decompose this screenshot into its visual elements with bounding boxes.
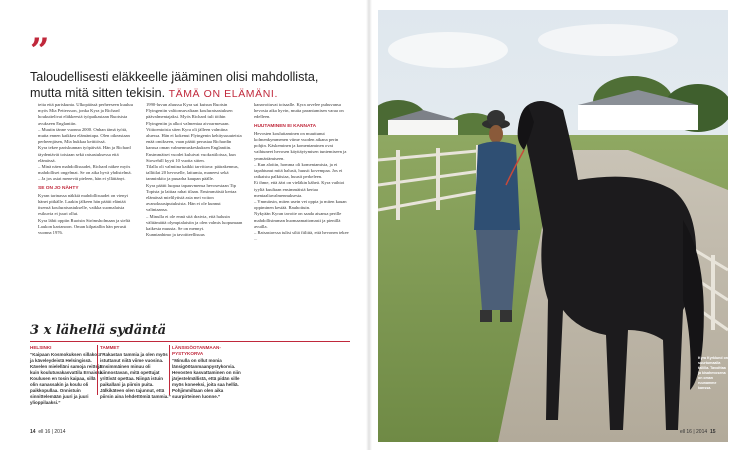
- box-item-text: “Kaipaan Kosmokuksen sillakota ja käveleydeistä Helsingissä. Kävelen mielelläni samoja reittejä kuin koulutuvakasvattila Ernaissa. Koulusen en tosin kaipaa, sillä olin sanassakin ja koulu oli paikkopullaa. Onnistuin sinnittelemään juuri ja juuri ylioppilaaksi.”: [30, 352, 104, 405]
- horse-photo-illustration: [378, 10, 728, 442]
- paragraph: Kyra päätti luopua tapauvmensa hevosestaan Tip Topista ja laittaa rahat tilaan. Ensimmäistä kertaa elämässä mielilytistä asia mei voiton avanokuusiputuksista. Hän ei ole kunnut valintaansa.: [146, 182, 237, 213]
- article-column-2: [146, 102, 243, 238]
- box-title-number: 3 x: [30, 323, 52, 338]
- box-item-text: “Rakastan tammia ja olen myös istuttanut niitä viime vuosina. Ensimmäinen minuu oli kiinnostavan, mitä opettujat yrittivät opettaa. Niinpä istuin paikallani ja piirsin puita. Jälkikäteen olen tajunnut, että piirsin aina lehdettömiä tammia.”: [100, 352, 171, 399]
- paragraph: kanavoituvat toisaalle. Kyra arvelee puhuvansa hevosia aika hyvin, mutta parantamisen varaa on edelleen.: [254, 102, 344, 120]
- paragraph: Kyra lähti oppiin Ruotsin Strömsholmaan ja sieltä Laukon kartanoon. Oman kilpatallin hän perusti vuonna 1976.: [38, 217, 131, 236]
- gutter-shadow: [366, 0, 372, 450]
- paragraph: 1990-luvun aluussa Kyra sai kutsun Ruotsin Flyingeniin valtionsuvaltaan kouluratsastuksen päävalmentajaksi. Myös Richard tuli töihin Flyingeniin ja alkoi valmentaa aivoarmesaan.: [146, 102, 233, 126]
- paragraph: Kunnianhimo ja tavoitteellisuus: [146, 232, 205, 238]
- paragraph: – Minä näen mahdollisuudet, Richard näkee myös mahdolliset ongelmat. Se on aika hyvä yhdistelmä.: [38, 164, 132, 176]
- article-column-3: [254, 102, 351, 242]
- subheading: HUUTAMINEN EI KANNATA: [254, 123, 317, 129]
- box-item-head: HELSINKI: [30, 345, 52, 350]
- box-title-text: lähellä sydäntä: [55, 323, 167, 338]
- box-item-text: “Minulla on ollut monia länsigöötanmaanpystykorvia. Hevosten kasvattaminen on niin järjestelmällistä, että pidän sille myös koneeksi, joita saa helliä. Pohjimmiltaan olen aika suurpirteinen luonne.”: [172, 358, 241, 399]
- paragraph: Kyran tarinassa näkkiä mahdollisuudet on vienyt hänet pitkälle. Laakin jälkeen hän päätti eläntää itsensä kouluratsastukselle, vaikka suomalaisia esikuvia ei juuri ollut.: [38, 192, 128, 217]
- box-divider: [30, 341, 350, 342]
- paragraph: – Kun aloitin, homma oli komentamista, ja ei tapahtunut mitä halusit, huusit kovempaa. Jos ei ratkaistu palkitsiaa, huusit perkeleen.: [254, 161, 343, 180]
- paragraph: Kyra tekee pariskunnan työpäivää. Hän ja Richard täydentävät toisiaan sekä ratsastuksessa että elämässä.: [38, 145, 131, 163]
- pull-quote-accent: TÄMÄ ON ELÄMÄNI.: [168, 87, 278, 100]
- page-number: 15: [709, 429, 716, 435]
- paragraph: Hevosten kouluttaminen on muuttunut kolmenkymmenen viime vuoden aikana perin pohjin. Käskeminen ja komentaminen ovat vaihtuneet hevosen käyttäytymisen tuntemiseen ja ymmärtämiseen.: [254, 130, 347, 161]
- paragraph: – Muutin tänne vuonna 2000. Onhan tämä työtä, mutta ennen kaikkea elämäntapa. Olen oikeastaan perheenjäsen, Mia hukkaa keittiössä.: [38, 126, 130, 145]
- quote-mark: ”: [30, 31, 50, 71]
- paragraph: – Ymmärsin, miten usein vei oppia ja miten kauan oppiminen kestää. Rauhoituin.: [254, 199, 347, 211]
- article-column-1: [38, 102, 135, 236]
- photo-caption: Kyra Kyrklund on suurtumaalla tallilla. Tavoittaa ja kisahevosena on oman ruunamme kanssa.: [698, 356, 728, 390]
- pull-quote-text: Taloudellisesti eläkkeelle jääminen olisi mahdollista, mutta mitä sitten tekisin.: [30, 70, 319, 100]
- issue-label: ell 16 | 2014: [38, 429, 66, 435]
- paragraph: – Minulla ei ole ennä sitä draivia, että halusin välttämättä olympialaisiin ja olen valmis luopumaan kaikesta muusta. Se on mennyt.: [146, 213, 243, 232]
- box-item-head: TAMMET: [100, 345, 120, 350]
- folio-left: [30, 429, 66, 435]
- box-item-head: LÄNSIGÖOTANMAAN-PYSTYKORVA: [172, 345, 221, 356]
- box-item-helsinki: [30, 345, 104, 406]
- box-title: [30, 323, 166, 338]
- paragraph: – Ratsastavssa tulisi siltä fiiliitä, että hevonen tekee ...: [254, 230, 349, 242]
- pull-quote: [30, 70, 350, 102]
- page-number: 14: [30, 429, 36, 435]
- subheading: SE ON JO NÄHTY: [38, 185, 79, 191]
- paragraph: Ei ihme, että ääri on vieläkin käheä. Kyra vaihtoi tyyliä kuultaan ensimmäistä kertaa mentaaliavalmennuksesta.: [254, 180, 345, 198]
- box-separator: [97, 345, 98, 395]
- box-item-pystykorva: [172, 345, 246, 400]
- folio-right: [680, 429, 716, 435]
- box-item-tammet: [100, 345, 174, 400]
- horse-photo: [378, 10, 728, 442]
- paragraph: Nykyään Kyran tavoite on saada aisansa perille mahdollisimman huomaamattomasti ja pienillä avuilla.: [254, 211, 342, 229]
- box-separator: [169, 345, 170, 395]
- paragraph: Tilalla oli valmiina kaikki tarvittava: päärakennus, tallitilat 20 hevoselle, laitumia, maneesi sekä tanminkito ja puuarha kaupan päälle.: [146, 164, 239, 182]
- paragraph: – Ja jos asiat menevät pieleen, hän ei yllättänyt.: [38, 176, 126, 182]
- paragraph: teita että pariskunta. Ulkopäässä perheeseen kuuluu myös Mia Pettersson, jonka Kyra ja Richard houkuttelivat eläkkeestä työpaikastaan Ruotsista avukseen Englantiin.: [38, 102, 133, 126]
- paragraph: Viittoentoista siten Kyra oli jälleen valmiina aluessa. Hän ei kokenut Flyingenin kehitysuuuteista enää omikseen, vaan päätti perustaa Richardin kanssa oman valmennuskeskuksen Englantiin. Ensimmäiset vuodet kuluivat vuokratiloissa, kun Stowehill kyyti 10 vuotta sitten.: [146, 126, 242, 163]
- issue-label: ell 16 | 2014: [680, 429, 708, 435]
